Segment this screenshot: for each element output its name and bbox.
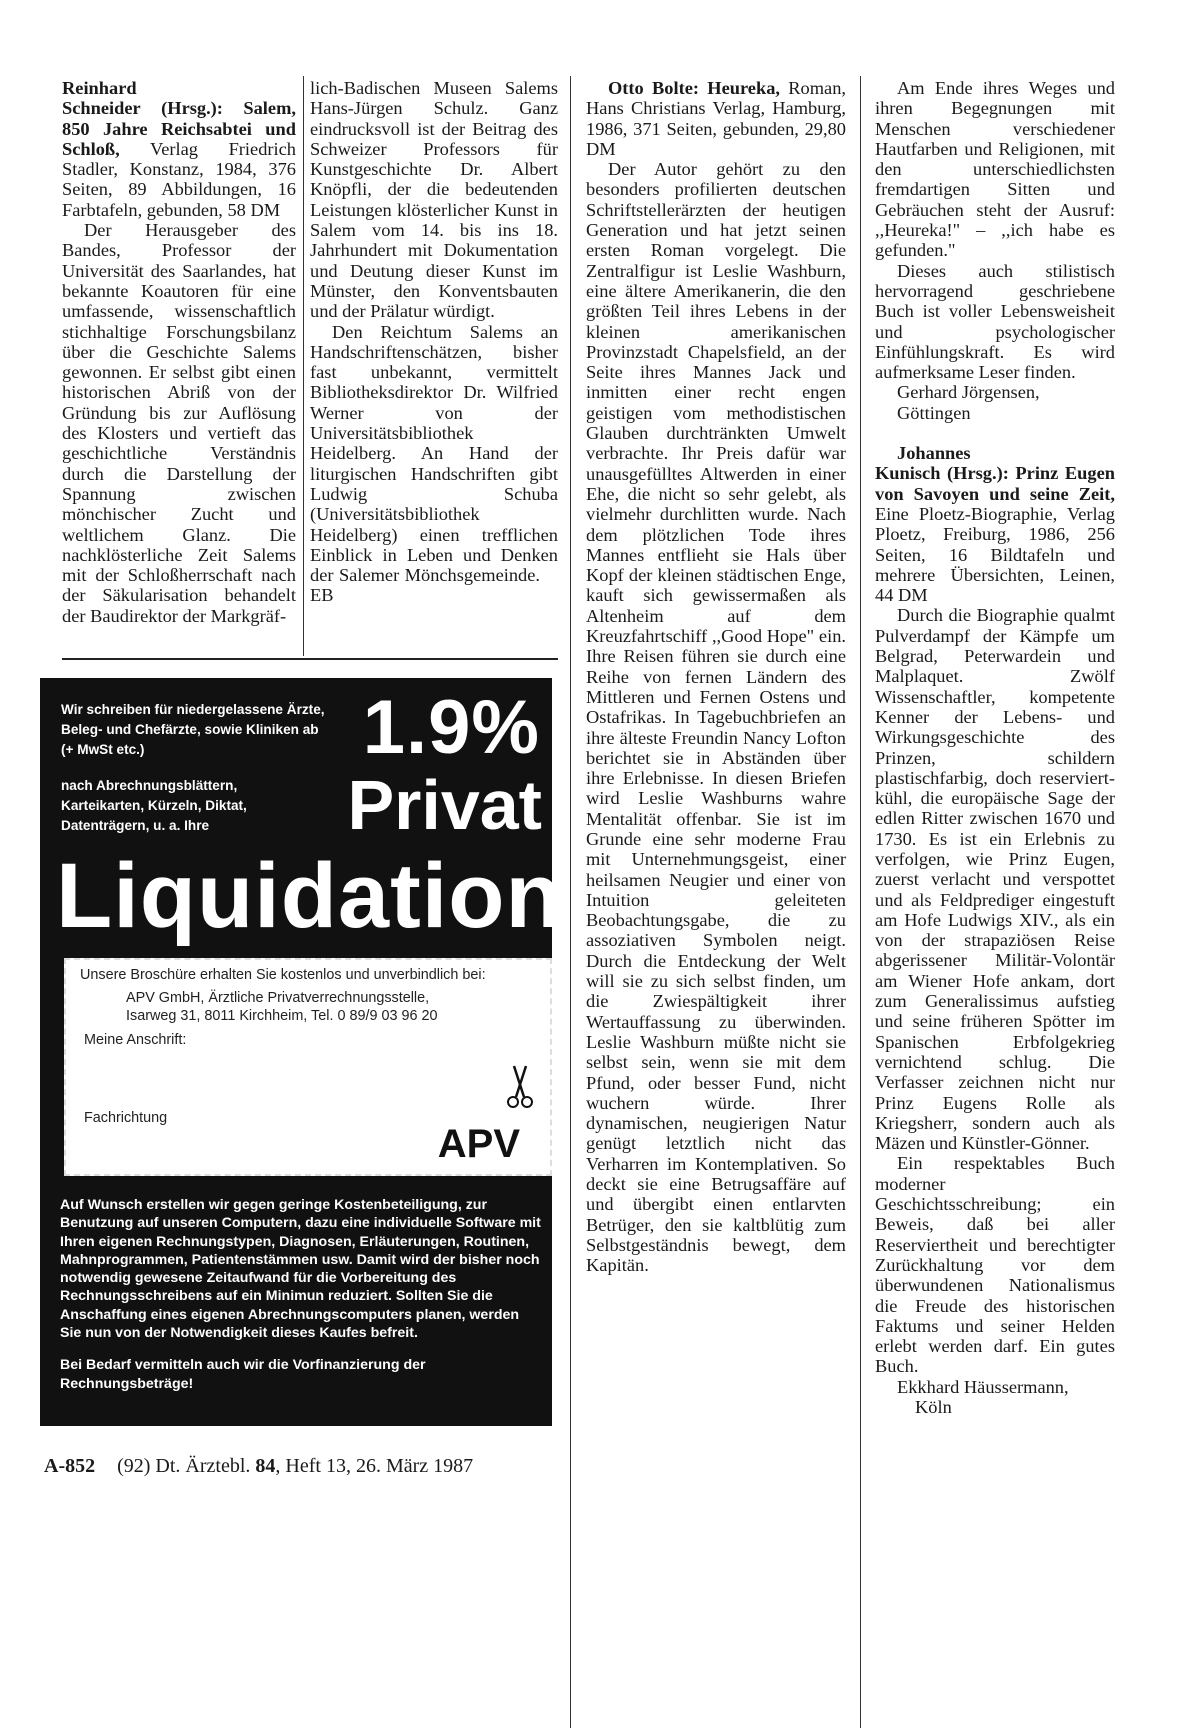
review-3-title: (Hrsg.): Prinz Eugen von Savoyen und seine Zeit, [875, 463, 1115, 504]
review-2-publisher: Roman, Hans Christians Verlag, Hamburg, 1986, 371 Seiten, gebunden, 29,80 DM [586, 78, 846, 159]
page-footer [44, 1453, 473, 1479]
review-3-signature-city: Köln [915, 1397, 952, 1417]
review-2-signature-name: Gerhard Jörgensen, [897, 382, 1040, 403]
ad-coupon[interactable] [64, 958, 552, 1176]
review-3-signature-name: Ekkhard Häussermann, [897, 1376, 1069, 1397]
ad-body-paragraph-1: Auf Wunsch erstellen wir gegen geringe Kostenbeteiligung, zur Benutzung auf unseren Computern, dazu eine individuelle Software mit Ihren eigenen Rechnungstypen, Diagnosen, Erläuterungen, Routinen, Mahnprogrammen, Patientenstämmen usw. Damit wird der bisher noch notwendig gewesene Zeitaufwand für die Vorbereitung des Rechnungsschreibens auf ein Minimun reduziert. Sollten Sie die Anschaffung eines eigenen Abrechnungscomputers planen, werden Sie nun von der Notwendigkeit dieses Kaufes befreit. [60, 1197, 541, 1342]
review-1-body-2: Den Reichtum Salems an Handschriftenschätzen, bisher fast unbekannt, vermittelt Bibliotheksdirektor Dr. Wilfried Werner von der Universitätsbibliothek Heidelberg. An Hand der liturgischen Handschriften gibt Ludwig Schuba (Universitätsbibliothek Heidelberg) einen trefflichen Einblick in Leben und Denken der Salemer Mönchsgemeinde.EB [310, 321, 558, 606]
review-2-header [586, 78, 846, 159]
column-divider-2 [570, 76, 571, 1728]
coupon-company: APV GmbH, Ärztliche Privatverrechnungsstelle, [126, 990, 430, 1006]
review-3-header [875, 443, 1115, 605]
journal-issue: , Heft 13, 26. März 1987 [275, 1455, 474, 1477]
review-1-publisher: Verlag Friedrich Stadler, Konstanz, 1984, 376 Seiten, 89 Abbildungen, 16 Farbtafeln, gebunden, 58 DM [62, 138, 296, 220]
review-2-body-2: Am Ende ihres Weges und ihren Begegnungen mit Menschen verschiedener Hautfarben und Religionen, mit den unterschiedlichsten fremdartigen Sitten und Gebräuchen steht der Ausruf: ,,Heureka!" – ,,ich habe es gefunden." [875, 78, 1115, 261]
coupon-address-label: Meine Anschrift: [84, 1032, 187, 1048]
ad-top-rule [62, 658, 558, 660]
column-1 [62, 78, 296, 626]
review-2-title: Otto Bolte: Heureka, [608, 78, 780, 98]
ad-percentage: 1.9% [362, 685, 540, 770]
ad-body-paragraph-2: Bei Bedarf vermitteln auch wir die Vorfinanzierung der Rechnungsbeträge! [60, 1357, 426, 1392]
review-1-signature: EB [310, 585, 334, 606]
apv-logo: APV [437, 1122, 520, 1166]
coupon-intro: Unsere Broschüre erhalten Sie kostenlos und unverbindlich bei: [80, 967, 486, 983]
column-2 [310, 78, 558, 606]
review-3-body-2: Ein respektables Buch moderner Geschichtsschreibung; ein Beweis, daß bei aller Reserviertheit und berechtigter Zurückhaltung vor dem überwundenen Nationalismus die Freude des historischen Faktums und seiner Helden erlebt werden darf. Ein gutes Buch. [875, 1153, 1115, 1377]
ad-privat: Privat [347, 766, 542, 844]
column-4 [875, 78, 1115, 1417]
ad-liquidation: Liquidation [56, 845, 563, 947]
review-3-body: Durch die Biographie qualmt Pulverdampf der Kämpfe um Belgrad, Peterwardein und Malplaquet. Zwölf Wissenschaftler, kompetente Kenner der Lebens- und Wirkungsgeschichte des Prinzen, schildern plastischfarbig, doch reserviert-kühl, die europäische Sage der edlen Ritter zwischen 1670 und 1730. Es ist ein Erlebnis zu verfolgen, wie Prinz Eugen, zuerst verlacht und verspottet und als Feldprediger eingestuft am Hofe Ludwigs XIV., als ein von der strapaziösen Reise abgerissener Militär-Volontär am Wiener Hofe ankam, dort zum Generalissimus aufstieg und seine früheren Spötter im Spanischen Erbfolgekrieg vernichtend schlug. Die Verfasser zeichnen nicht nur Prinz Eugens Rolle als Kriegsherr, sondern auch als Mäzen und Künstler-Gönner. [875, 605, 1115, 1154]
coupon-address: Isarweg 31, 8011 Kirchheim, Tel. 0 89/9 03 96 20 [126, 1008, 438, 1024]
review-2-signature-city: Göttingen [897, 402, 971, 423]
review-3-publisher: Eine Ploetz-Biographie, Verlag Ploetz, Freiburg, 1986, 256 Seiten, 16 Bildtafeln und mehrere Übersichten, Leinen, 44 DM [875, 503, 1115, 606]
review-1-author-last: Schneider [62, 98, 141, 119]
review-1-author-first: Reinhard [62, 78, 137, 98]
review-1-header [62, 78, 296, 220]
ad-headline: Wir schreiben für niedergelassene Ärzte, Beleg- und Chefärzte, sowie Kliniken ab (+ MwSt etc.) [61, 702, 325, 757]
review-2-body-3: Dieses auch stilistisch hervorragend geschriebene Buch ist voller Lebensweisheit und psychologischer Einfühlungskraft. Es wird aufmerksame Leser finden. [875, 260, 1115, 383]
journal-name: (92) Dt. Ärztebl. [117, 1455, 251, 1477]
page-number: A-852 [44, 1455, 96, 1477]
column-divider-3 [860, 76, 861, 1728]
ad-body [60, 1196, 544, 1407]
review-2-body: Der Autor gehört zu den besonders profilierten deutschen Schriftstellerärzten der heutigen Generation und hat jetzt seinen ersten Roman vorgelegt. Die Zentralfigur ist Leslie Washburn, eine ältere Amerikanerin, die den größten Teil ihres Lebens in der kleinen amerikanischen Provinzstadt Chapelsfield, an der Seite ihres Mannes Jack und inmitten einer recht engen geistigen vom methodistischen Glauben durchtränkten Umwelt verbrachte. Ihr Preis dafür war unausgefülltes Altwerden in einer Ehe, die nicht so sehr gelebt, als vielmehr durchlitten wurde. Nach dem plötzlichen Tode ihres Mannes entflieht sie Hals über Kopf der kleinen städtischen Enge, kauft sich gewissermaßen als Altenheim auf dem Kreuzfahrtschiff ,,Good Hope" ein. Ihre Reisen führen sie durch eine Reihe von fernen Ländern des Mittleren und Fernen Ostens und Ostafrikas. In Tagebuchbriefen an ihre älteste Freundin Nancy Lofton berichtet sie in Abständen über ihre Erlebnisse. In diesen Briefen wird Leslie Washburns wahre Mentalität offenbar. Sie ist im Grunde eine sehr moderne Frau mit Unternehmungsgeist, einer heilsamen Neugier und einer von Intuition geleiteten Beobachtungsgabe, die zu assoziativen Symbolen neigt. Durch die Entdeckung der Welt will sie zu sich selbst finden, um die Zwiespältigkeit ihrer Wertauffassung zu überwinden. Leslie Washburn müßte nicht sie selbst sein, wenn sie mit dem Pfund, oder besser Fund, nicht wuchern würde. Ihrer dynamischen, neugierigen Natur genügt letztlich nicht das Verharren im Kontemplativen. So deckt sie eine Betrugsaffäre auf und übergibt einen entlarvten Betrüger, den sie kaltblütig zum Selbstgeständnis bewegt, dem Kapitän. [586, 159, 846, 1276]
column-3 [586, 78, 846, 1276]
ad-subheadline: nach Abrechnungsblättern, Karteikarten, Kürzeln, Diktat, Datenträgern, u. a. Ihre [61, 778, 247, 833]
review-1-continued: lich-Badischen Museen Salems Hans-Jürgen Schulz. Ganz eindrucksvoll ist der Beitrag des Schweizer Professors für Kunstgeschichte Dr. Albert Knöpfli, der die bedeutenden Leistungen klösterlicher Kunst in Salem vom 14. bis ins 18. Jahrhundert mit Dokumentation und Deutung dieser Kunst im Münster, den Konventsbauten und der Prälatur würdigt. [310, 78, 558, 322]
review-1-body: Der Herausgeber des Bandes, Professor der Universität des Saarlandes, hat bekannte Koautoren für eine umfassende, wissenschaftlich stichhaltige Forschungsbilanz über die Geschichte Salems gewonnen. Er selbst gibt einen historischen Abriß von der Gründung bis zur Auflösung des Klosters und vertieft das geschichtliche Verständnis durch die Darstellung der Spannung zwischen mönchischer Zucht und weltlichem Glanz. Die nachklösterliche Zeit Salems mit der Schloßherrschaft nach der Säkularisation behandelt der Baudirektor der Markgräf- [62, 220, 296, 626]
review-3-author-last: Kunisch [875, 463, 941, 484]
column-divider-1 [303, 76, 304, 656]
review-3-author-first: Johannes [897, 443, 971, 464]
scissors-icon [506, 1064, 534, 1112]
review-1-title: (Hrsg.): Salem, 850 Jahre Reichsabtei und Schloß, [62, 98, 296, 159]
coupon-field-label: Fachrichtung [84, 1110, 168, 1126]
advertisement [40, 678, 563, 1426]
journal-volume: 84 [255, 1455, 276, 1477]
